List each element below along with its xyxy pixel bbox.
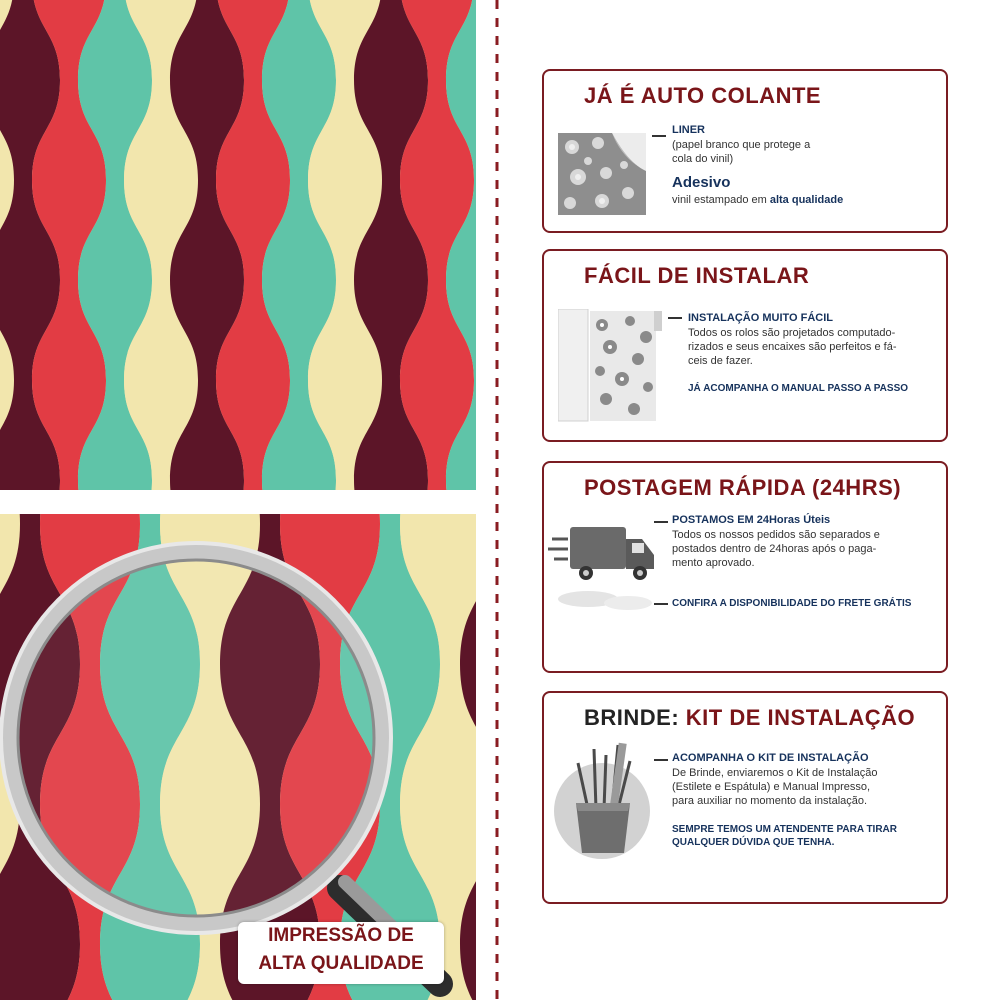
adesivo-label: Adesivo xyxy=(672,174,731,191)
postagem-line-1: Todos os nossos pedidos são separados e xyxy=(672,529,880,541)
liner-desc-2: cola do vinil) xyxy=(672,153,734,165)
postagem-line-2: postados dentro de 24horas após o paga- xyxy=(672,543,877,555)
brinde-title-red: KIT DE INSTALAÇÃO xyxy=(685,705,916,730)
facil-line-1: Todos os rolos são projetados computado- xyxy=(688,327,896,339)
card-auto-colante xyxy=(542,69,948,233)
postagem-frete: CONFIRA A DISPONIBILIDADE DO FRETE GRÁTIS xyxy=(672,598,912,609)
brinde-line-2: (Estilete e Espátula) e Manual Impresso, xyxy=(672,781,871,793)
facil-line-2: rizados e seus encaixes são perfeitos e fá- xyxy=(688,341,897,353)
brinde-line-3: para auxiliar no momento da instalação. xyxy=(672,795,868,807)
postagem-heading: POSTAMOS EM 24Horas Úteis xyxy=(672,514,831,526)
brinde-title-dark: BRINDE: xyxy=(584,705,680,730)
brinde-heading: ACOMPANHA O KIT DE INSTALAÇÃO xyxy=(672,752,869,764)
pointer-dash xyxy=(668,317,682,319)
postagem-line-3: mento aprovado. xyxy=(672,557,755,569)
adesivo-desc xyxy=(672,193,843,207)
vinyl-sample-icon xyxy=(558,133,648,217)
card-title: POSTAGEM RÁPIDA (24HRS) xyxy=(584,475,902,500)
badge-line-1: IMPRESSÃO DE xyxy=(268,925,414,946)
facil-heading: INSTALAÇÃO MUITO FÁCIL xyxy=(688,312,834,324)
card-brinde xyxy=(542,691,948,904)
adesivo-desc-text: vinil estampado em xyxy=(672,194,767,206)
pointer-dash xyxy=(654,759,668,761)
liner-desc-1: (papel branco que protege a xyxy=(672,139,811,151)
card-title: JÁ É AUTO COLANTE xyxy=(584,83,822,108)
badge-line-2: ALTA QUALIDADE xyxy=(258,953,424,974)
card-title: FÁCIL DE INSTALAR xyxy=(584,263,810,288)
card-postagem xyxy=(542,461,948,673)
pointer-dash xyxy=(654,521,668,523)
card-title xyxy=(584,705,915,731)
card-facil-instalar xyxy=(542,249,948,442)
delivery-truck-icon xyxy=(548,519,658,615)
facil-manual: JÁ ACOMPANHA O MANUAL PASSO A PASSO xyxy=(688,383,909,394)
brinde-support-2: QUALQUER DÚVIDA QUE TENHA. xyxy=(672,837,835,848)
tool-cup-icon xyxy=(548,737,654,863)
adesivo-desc-bold: alta qualidade xyxy=(769,194,844,206)
brinde-support-1: SEMPRE TEMOS UM ATENDENTE PARA TIRAR xyxy=(672,824,898,835)
wave-pattern-svg xyxy=(0,0,476,490)
wallpaper-roll-icon xyxy=(558,309,664,423)
liner-label: LINER xyxy=(672,124,705,136)
quality-badge xyxy=(238,922,444,984)
brinde-line-1: De Brinde, enviaremos o Kit de Instalação xyxy=(672,767,878,779)
pointer-dash xyxy=(652,135,666,137)
dashed-divider xyxy=(494,0,500,1000)
facil-line-3: ceis de fazer. xyxy=(688,355,753,367)
wallpaper-pattern-preview xyxy=(0,0,476,490)
pointer-dash xyxy=(654,603,668,605)
